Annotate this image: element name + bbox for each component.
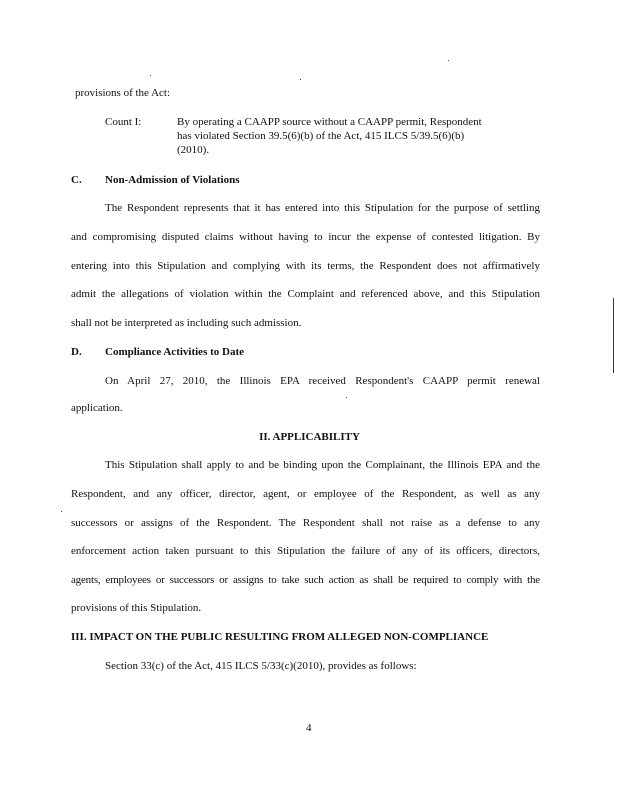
section-iii-line: Section 33(c) of the Act, 415 ILCS 5/33(c)(2010), provides as follows: (105, 660, 417, 672)
scan-speck (346, 397, 347, 398)
section-c-heading: Non-Admission of Violations (105, 174, 240, 186)
provisions-line: provisions of the Act: (75, 87, 171, 99)
section-d-letter: D. (71, 346, 82, 358)
section-ii-line-2: Respondent, and any officer, director, agent, or employee of the Respondent, as well as any (71, 488, 540, 500)
section-ii-heading: II. APPLICABILITY (259, 431, 360, 443)
page-number: 4 (306, 722, 312, 734)
scan-speck (300, 79, 301, 80)
section-c-line-2: and compromising disputed claims without having to incur the expense of contested litigation. By (71, 231, 540, 243)
section-c-line-5: shall not be interpreted as including such admission. (71, 317, 302, 329)
section-c-line-4: admit the allegations of violation within the Complaint and referenced above, and this Stipulation (71, 288, 540, 300)
scan-speck (448, 60, 449, 61)
section-d-line-1: On April 27, 2010, the Illinois EPA received Respondent's CAAPP permit renewal (105, 375, 540, 387)
count-text-line-2: has violated Section 39.5(6)(b) of the Act, 415 ILCS 5/39.5(6)(b) (177, 130, 465, 142)
section-ii-line-3: successors or assigns of the Respondent. The Respondent shall not raise as a defense to any (71, 517, 540, 529)
section-iii-heading: III. IMPACT ON THE PUBLIC RESULTING FROM ALLEGED NON-COMPLIANCE (71, 631, 489, 643)
section-ii-line-6: provisions of this Stipulation. (71, 602, 202, 614)
scan-margin-line (613, 298, 614, 373)
section-c-line-3: entering into this Stipulation and complying with its terms, the Respondent does not affirmatively (71, 260, 540, 272)
section-ii-line-1: This Stipulation shall apply to and be binding upon the Complainant, the Illinois EPA and the (105, 459, 540, 471)
count-label: Count I: (105, 116, 142, 128)
count-text-line-3: (2010). (177, 144, 210, 156)
section-c-letter: C. (71, 174, 82, 186)
count-text-line-1: By operating a CAAPP source without a CAAPP permit, Respondent (177, 116, 482, 128)
section-d-line-2: application. (71, 402, 123, 414)
section-d-heading: Compliance Activities to Date (105, 346, 244, 358)
section-ii-line-4: enforcement action taken pursuant to this Stipulation the failure of any of its officers, directors, (71, 545, 540, 557)
scan-speck (150, 75, 151, 76)
section-c-line-1: The Respondent represents that it has entered into this Stipulation for the purpose of settling (105, 202, 540, 214)
scan-speck (61, 511, 62, 512)
section-ii-line-5: agents, employees or successors or assigns to take such action as shall be required to comply with the (71, 574, 540, 586)
